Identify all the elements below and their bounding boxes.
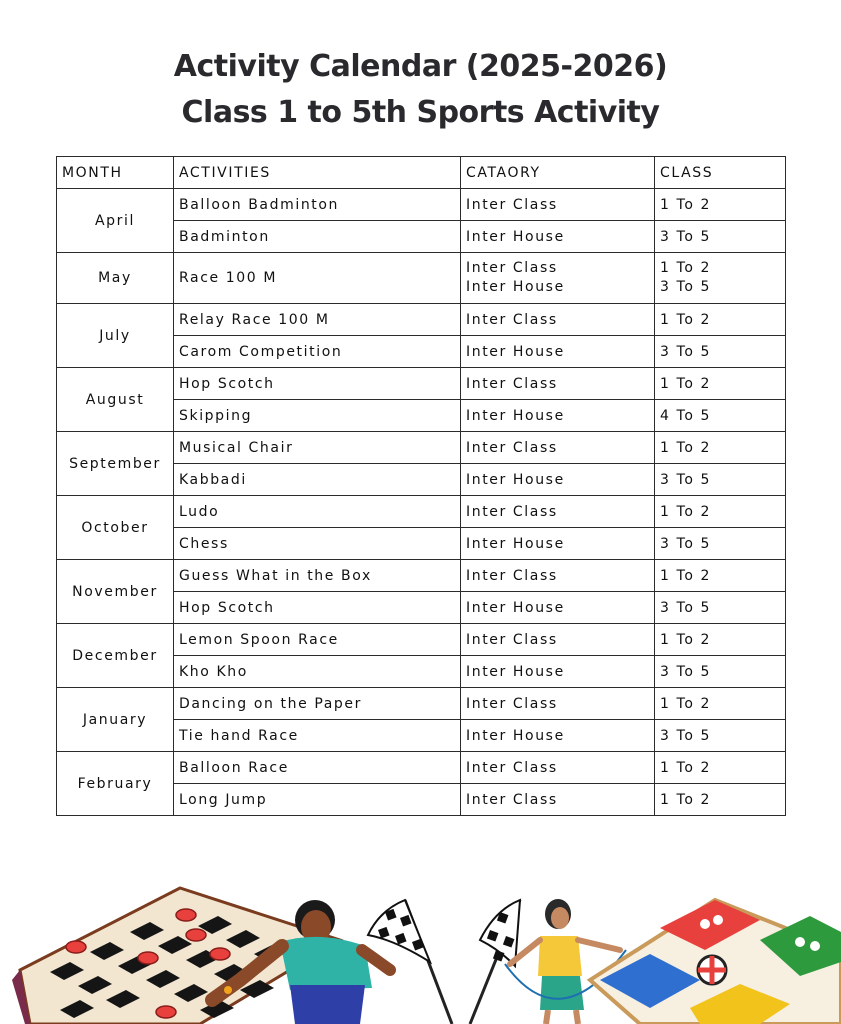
class-cell: 1 To 2	[655, 368, 786, 400]
table-row	[57, 752, 786, 784]
activity-cell: Musical Chair	[174, 432, 461, 464]
category-cell: Inter Class	[461, 432, 655, 464]
activity-cell: Hop Scotch	[174, 368, 461, 400]
activity-cell: Race 100 M	[174, 253, 461, 304]
class-cell: 3 To 5	[655, 528, 786, 560]
header-category: CATAORY	[461, 157, 655, 189]
class-cell: 3 To 5	[655, 656, 786, 688]
skipping-girl-icon	[505, 899, 626, 1024]
table-row	[57, 253, 786, 304]
activity-cell: Badminton	[174, 221, 461, 253]
header-activities: ACTIVITIES	[174, 157, 461, 189]
category-cell: Inter Class	[461, 496, 655, 528]
activity-cell: Tie hand Race	[174, 720, 461, 752]
category-cell: Inter House	[461, 400, 655, 432]
month-cell: July	[57, 304, 174, 368]
class-cell: 3 To 5	[655, 464, 786, 496]
month-cell: August	[57, 368, 174, 432]
activity-cell: Relay Race 100 M	[174, 304, 461, 336]
activity-cell: Dancing on the Paper	[174, 688, 461, 720]
category-cell: Inter Class	[461, 304, 655, 336]
activity-cell: Chess	[174, 528, 461, 560]
class-cell: 1 To 2	[655, 752, 786, 784]
category-cell: Inter House	[461, 720, 655, 752]
category-cell	[461, 253, 655, 304]
class-cell: 3 To 5	[655, 221, 786, 253]
table-header-row	[57, 157, 786, 189]
month-cell: December	[57, 624, 174, 688]
activity-cell: Guess What in the Box	[174, 560, 461, 592]
table-row	[57, 304, 786, 336]
class-cell: 1 To 2	[655, 560, 786, 592]
category-cell: Inter Class	[461, 189, 655, 221]
sports-illustration	[0, 880, 841, 1024]
class-cell: 1 To 2	[655, 784, 786, 816]
activity-cell: Kho Kho	[174, 656, 461, 688]
category-cell: Inter House	[461, 464, 655, 496]
category-cell: Inter House	[461, 528, 655, 560]
class-cell	[655, 253, 786, 304]
month-cell: November	[57, 560, 174, 624]
title-line-1: Activity Calendar (2025-2026)	[173, 49, 668, 84]
checkered-flags-icon	[368, 900, 520, 1024]
month-cell: October	[57, 496, 174, 560]
class-cell: 3 To 5	[655, 592, 786, 624]
class-line: 3 To 5	[660, 279, 712, 295]
category-cell: Inter Class	[461, 560, 655, 592]
month-cell: May	[57, 253, 174, 304]
month-cell: April	[57, 189, 174, 253]
activity-cell: Skipping	[174, 400, 461, 432]
class-cell: 4 To 5	[655, 400, 786, 432]
category-cell: Inter Class	[461, 752, 655, 784]
category-cell: Inter Class	[461, 368, 655, 400]
activity-cell: Hop Scotch	[174, 592, 461, 624]
header-month: MONTH	[57, 157, 174, 189]
category-line: Inter House	[466, 279, 565, 295]
category-cell: Inter House	[461, 336, 655, 368]
class-cell: 3 To 5	[655, 720, 786, 752]
page-title	[0, 44, 841, 136]
activity-cell: Long Jump	[174, 784, 461, 816]
table-row	[57, 560, 786, 592]
table-row	[57, 432, 786, 464]
category-cell: Inter House	[461, 221, 655, 253]
category-cell: Inter Class	[461, 784, 655, 816]
activity-cell: Balloon Badminton	[174, 189, 461, 221]
class-cell: 1 To 2	[655, 688, 786, 720]
month-cell: January	[57, 688, 174, 752]
class-line: 1 To 2	[660, 260, 712, 276]
category-cell: Inter House	[461, 656, 655, 688]
activity-calendar-table	[56, 156, 786, 816]
table-row	[57, 368, 786, 400]
category-cell: Inter Class	[461, 688, 655, 720]
header-class: CLASS	[655, 157, 786, 189]
month-cell: February	[57, 752, 174, 816]
ludo-board-icon	[590, 900, 841, 1024]
activity-cell: Kabbadi	[174, 464, 461, 496]
class-cell: 1 To 2	[655, 304, 786, 336]
activity-cell: Carom Competition	[174, 336, 461, 368]
category-cell: Inter House	[461, 592, 655, 624]
table-row	[57, 688, 786, 720]
table-row	[57, 496, 786, 528]
table-row	[57, 189, 786, 221]
table-row	[57, 624, 786, 656]
class-cell: 1 To 2	[655, 496, 786, 528]
title-line-2: Class 1 to 5th Sports Activity	[181, 95, 660, 130]
month-cell: September	[57, 432, 174, 496]
class-cell: 1 To 2	[655, 189, 786, 221]
activity-cell: Ludo	[174, 496, 461, 528]
category-cell: Inter Class	[461, 624, 655, 656]
activity-cell: Lemon Spoon Race	[174, 624, 461, 656]
class-cell: 1 To 2	[655, 624, 786, 656]
class-cell: 3 To 5	[655, 336, 786, 368]
category-line: Inter Class	[466, 260, 558, 276]
activity-cell: Balloon Race	[174, 752, 461, 784]
class-cell: 1 To 2	[655, 432, 786, 464]
